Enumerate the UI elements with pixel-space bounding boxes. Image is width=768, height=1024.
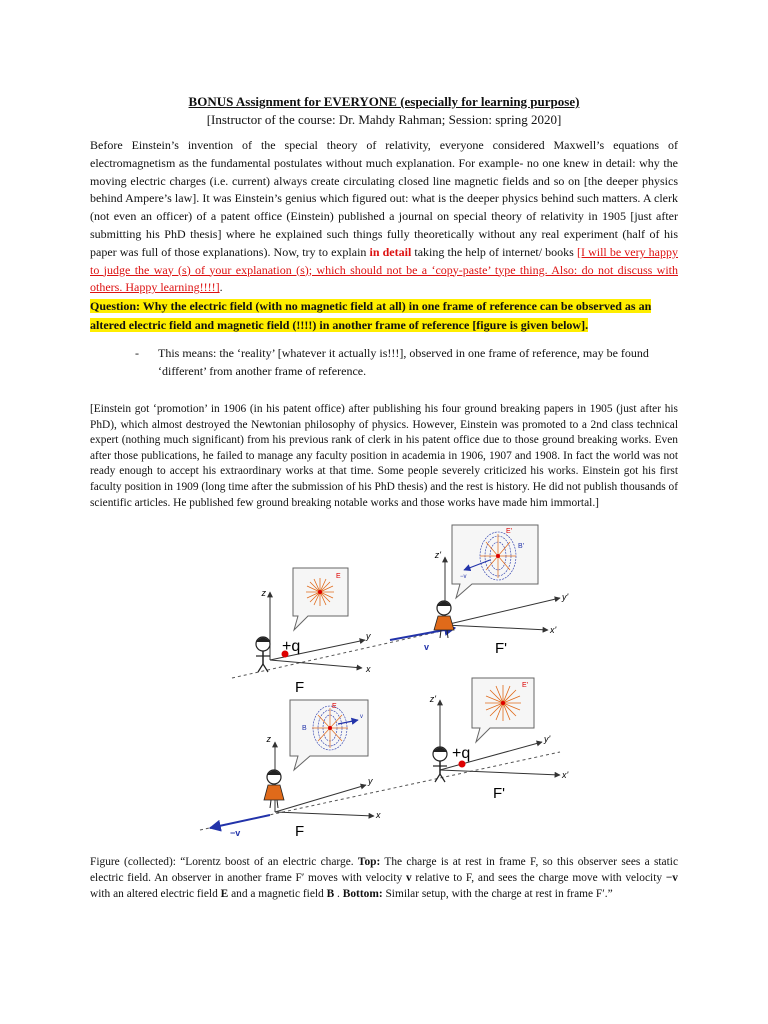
top-left-axis-z: z: [261, 588, 266, 598]
bottom-left-field-e-label: E: [332, 703, 337, 710]
document-subtitle: [Instructor of the course: Dr. Mahdy Rahman; Session: spring 2020]: [206, 112, 562, 127]
intro-bracket-note: [I will be very happy to judge the way (s) of your explanation (s); which should not be a ‘copy-paste’ type thing. Also: do not discuss with others. Happy learning!!!!]: [90, 244, 679, 295]
top-left-charge-label: +q: [282, 638, 301, 655]
bottom-right-axis-z: z': [429, 694, 436, 704]
caption-e: E: [220, 888, 229, 900]
document-title: BONUS Assignment for EVERYONE (especially for learning purpose): [188, 94, 580, 109]
question-block: [90, 297, 678, 335]
bottom-right-field-label: E': [522, 682, 529, 689]
top-left-field-bubble: [293, 568, 348, 630]
top-left-frame-label: F: [295, 679, 305, 696]
bottom-left-inner-velocity-label: v: [360, 714, 363, 720]
bottom-right-axis-y: y': [544, 734, 551, 744]
top-panel: [232, 525, 569, 696]
caption-top-text: The charge is at rest in frame F, so this observer sees a static electric field. An observer in another frame F′ moves with velocity: [90, 856, 679, 884]
intro-emphasis: in detail: [369, 244, 412, 259]
top-right-axis-y: y': [562, 592, 569, 602]
figure-caption: [90, 854, 678, 902]
top-left-field-label: E: [336, 573, 341, 580]
bottom-panel: [200, 678, 569, 840]
top-right-frame-label: F': [495, 640, 508, 657]
bottom-left-frame-label: F: [295, 823, 305, 840]
bullet-dash: -: [135, 346, 139, 360]
bottom-left-axis-z: z: [266, 734, 271, 744]
caption-prefix: Figure (collected): “Lorentz boost of an electric charge.: [90, 856, 358, 868]
top-right-inner-velocity-label: −v: [460, 574, 467, 580]
intro-end: .: [219, 280, 223, 295]
bottom-right-charge-label: +q: [452, 745, 471, 762]
observer-icon: [256, 637, 270, 672]
bottom-right-field-bubble: [472, 678, 534, 742]
top-right-axis-z: z': [434, 550, 441, 560]
bottom-left-axis-x: x: [376, 810, 381, 820]
bullet-item: [135, 345, 680, 380]
top-right-axis-x: x': [550, 625, 557, 635]
caption-v: v: [405, 872, 412, 884]
observer-prime-icon: [434, 601, 454, 638]
bottom-left-velocity-label: −v: [230, 828, 241, 838]
top-left-axis-y: y: [366, 631, 371, 641]
intro-middle: taking the help of internet/ books: [411, 244, 577, 259]
top-right-field-e-label: E': [506, 528, 513, 535]
caption-and-text: and a magnetic field: [228, 888, 327, 900]
caption-dot: .: [334, 888, 343, 900]
top-right-field-b-label: B': [518, 543, 525, 550]
bottom-right-frame-label: F': [493, 785, 506, 802]
history-paragraph: [Einstein got ‘promotion’ in 1906 (in his patent office) after publishing his four ground breaking papers in 1905 (just after his PhD), which almost destroyed the Newtonian philosophy of physics. However, Einstein was promoted to a 2nd class technical expert (nothing much significant) from his previous rank of clerk in his patent office due to those ground breaking works. Even after those publications, he failed to manage any faculty position in academia in 1906, 1907 and 1908. In fact the world was not ready enough to accept his extraordinary works at that time. Some people severely criticized his works. Einstein got his first faculty position in 1909 (long time after the submission of his PhD thesis) and the rest is history. He did not publish thousands of scientific articles. He published few ground breaking notable works and those works have made him immortal.]: [90, 403, 678, 509]
question-text: Question: Why the electric field (with no magnetic field at all) in one frame of reference can be observed as an altered electric field and magnetic field (!!!!) in another frame of reference [figure is given below].: [90, 299, 652, 332]
caption-top-label: Top:: [357, 856, 381, 868]
bottom-observer-prime-icon: [433, 747, 447, 782]
bottom-velocity-arrow: [210, 815, 270, 828]
caption-bottom-text: Similar setup, with the charge at rest in frame F′.”: [382, 888, 613, 900]
top-right-field-bubble: [452, 525, 538, 598]
bottom-right-axis-x: x': [562, 770, 569, 780]
caption-b: B: [326, 888, 335, 900]
bottom-observer-icon: [264, 770, 284, 808]
bottom-left-field-bubble: [290, 700, 368, 770]
bullet-text: This means: the ‘reality’ [whatever it actually is!!!], observed in one frame of reference, may be found ‘different’ from another frame of reference.: [158, 346, 649, 378]
caption-mid-text: relative to F, and sees the charge move with velocity: [411, 872, 666, 884]
caption-bottom-label: Bottom:: [342, 888, 383, 900]
top-right-velocity-label: v: [424, 642, 430, 652]
intro-paragraph: [90, 137, 678, 297]
bottom-left-field-b-label: B: [302, 725, 307, 732]
caption-minus-v: −v: [665, 872, 678, 884]
lorentz-boost-figure: [190, 520, 590, 842]
intro-text: Before Einstein’s invention of the special theory of relativity, everyone considered Maxwell’s equations of electromagnetism as the fundamental postulates without much explanation. For example- no one knew in detail: why the moving electric charges (i.e. current) always create circulating closed line magnetic fields and so on [the deeper physics behind Ampere’s law]. It was Einstein’s genius which figured out: what is the deeper physics behind such matters. A clerk (not even an officer) of a patent office (Einstein) published a journal on special theory of relativity in 1905 [just after submitting his PhD thesis] where he explained such things fully theoretically without any real experiment (half of his paper was full of those explanations). Now, try to explain: [90, 138, 678, 259]
caption-mid-text2: with an altered electric field: [90, 888, 221, 900]
top-left-axis-x: x: [366, 664, 371, 674]
bottom-left-axis-y: y: [368, 776, 373, 786]
top-boost-line: [232, 628, 455, 678]
